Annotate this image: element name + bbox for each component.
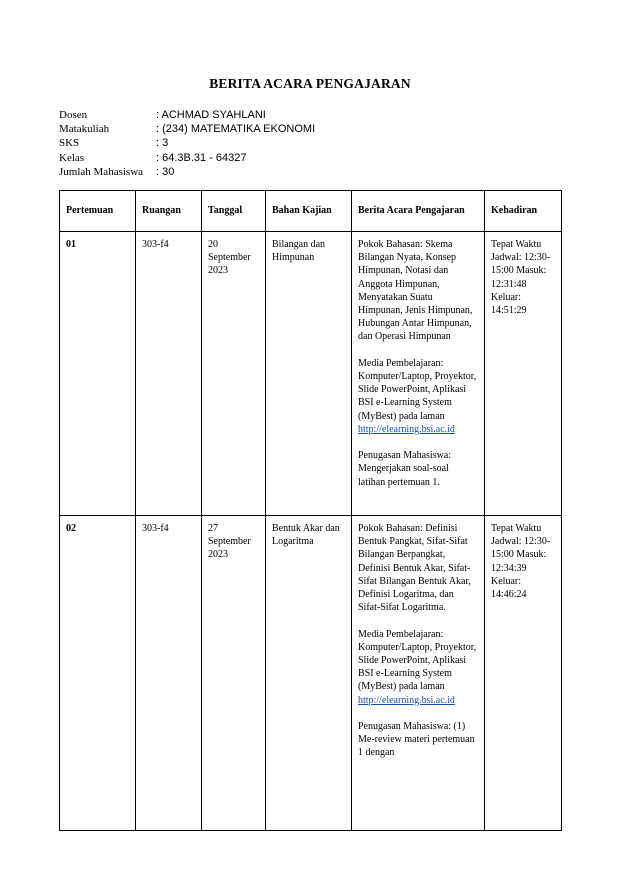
cell-ruangan: 303-f4 bbox=[136, 516, 202, 831]
header-bahan-kajian: Bahan Kajian bbox=[266, 191, 352, 232]
cell-pertemuan: 01 bbox=[60, 232, 136, 516]
cell-berita-acara bbox=[352, 516, 485, 831]
cell-tanggal: 27 September 2023 bbox=[202, 516, 266, 831]
cell-tanggal: 20 September 2023 bbox=[202, 232, 266, 516]
info-row-sks bbox=[59, 136, 315, 150]
info-label: Kelas bbox=[59, 151, 85, 164]
info-value: : 64.3B.31 - 64327 bbox=[156, 151, 247, 164]
media-text: Media Pembelajaran: Komputer/Laptop, Proyektor, Slide PowerPoint, Aplikasi BSI e-Learning System (MyBest) pada laman bbox=[358, 628, 477, 693]
header-pertemuan: Pertemuan bbox=[60, 191, 136, 232]
cell-kehadiran: Tepat Waktu Jadwal: 12:30-15:00 Masuk: 12:34:39 Keluar: 14:46:24 bbox=[485, 516, 562, 831]
elearning-link[interactable]: http://elearning.bsi.ac.id bbox=[358, 423, 455, 435]
teaching-record-table bbox=[59, 190, 562, 831]
info-row-kelas bbox=[59, 151, 315, 165]
header-tanggal: Tanggal bbox=[202, 191, 266, 232]
cell-bahan-kajian: Bilangan dan Himpunan bbox=[266, 232, 352, 516]
cell-bahan-kajian: Bentuk Akar dan Logaritma bbox=[266, 516, 352, 831]
table-header-row bbox=[60, 191, 562, 232]
info-row-dosen bbox=[59, 108, 315, 122]
info-label: Matakuliah bbox=[59, 123, 110, 136]
info-value: : 3 bbox=[156, 137, 169, 150]
cell-kehadiran: Tepat Waktu Jadwal: 12:30-15:00 Masuk: 12:31:48 Keluar: 14:51:29 bbox=[485, 232, 562, 516]
info-value: : (234) MATEMATIKA EKONOMI bbox=[156, 123, 316, 136]
pokok-bahasan: Pokok Bahasan: Skema Bilangan Nyata, Konsep Himpunan, Notasi dan Anggota Himpunan, Menyatakan Suatu Himpunan, Jenis Himpunan, Hubungan Antar Himpunan, dan Operasi Himpunan bbox=[358, 239, 473, 343]
media-text: Media Pembelajaran: Komputer/Laptop, Proyektor, Slide PowerPoint, Aplikasi BSI e-Learning System (MyBest) pada laman bbox=[358, 357, 477, 422]
pokok-bahasan: Pokok Bahasan: Definisi Bentuk Pangkat, Sifat-Sifat Bilangan Berpangkat, Definisi Bentuk Akar, Sifat-Sifat Bilangan Bentuk Akar, Definisi Logaritma, dan Sifat-Sifat Logaritma. bbox=[358, 523, 471, 614]
media-pembelajaran bbox=[358, 357, 478, 436]
header-ruangan: Ruangan bbox=[136, 191, 202, 232]
header-berita-acara: Berita Acara Pengajaran bbox=[352, 191, 485, 232]
info-label: SKS bbox=[59, 137, 80, 150]
penugasan-mahasiswa: Penugasan Mahasiswa: (1) Me-review materi pertemuan 1 dengan bbox=[358, 721, 475, 759]
cell-ruangan: 303-f4 bbox=[136, 232, 202, 516]
page-title: BERITA ACARA PENGAJARAN bbox=[209, 76, 411, 91]
info-label: Dosen bbox=[59, 109, 88, 121]
table-row bbox=[60, 232, 562, 516]
info-row-matakuliah bbox=[59, 122, 315, 136]
media-pembelajaran bbox=[358, 628, 478, 707]
info-row-jumlah-mahasiswa bbox=[59, 165, 315, 179]
course-info bbox=[59, 108, 315, 179]
info-value: : ACHMAD SYAHLANI bbox=[156, 109, 266, 121]
cell-pertemuan: 02 bbox=[60, 516, 136, 831]
cell-berita-acara bbox=[352, 232, 485, 516]
info-value: : 30 bbox=[156, 165, 175, 178]
penugasan-mahasiswa: Penugasan Mahasiswa: Mengerjakan soal-soal latihan pertemuan 1. bbox=[358, 450, 452, 488]
info-label: Jumlah Mahasiswa bbox=[59, 165, 144, 178]
elearning-link[interactable]: http://elearning.bsi.ac.id bbox=[358, 694, 455, 706]
header-kehadiran: Kehadiran bbox=[485, 191, 562, 232]
table-row bbox=[60, 516, 562, 831]
